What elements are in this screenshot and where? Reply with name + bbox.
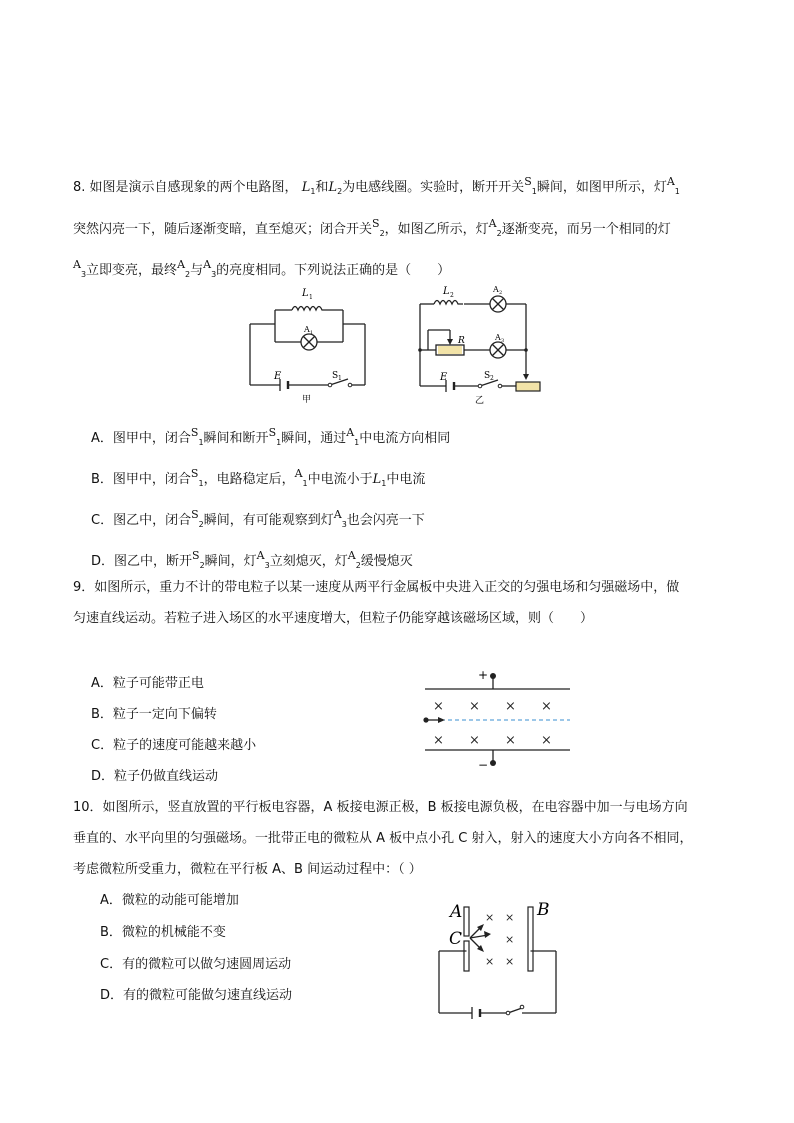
- capacitor-diagram: [430, 895, 565, 1025]
- subscript: 3: [80, 270, 87, 279]
- subscript: 1: [198, 479, 204, 488]
- plus-label: +: [478, 668, 489, 682]
- q9-line-2: 匀速直线运动。若粒子进入场区的水平速度增大，但粒子仍能穿越该磁场区域，则（ ）: [73, 611, 594, 626]
- q9-option-d: D．粒子仍做直线运动: [91, 769, 219, 784]
- option-text: ，电路稳定后，: [203, 472, 295, 487]
- subscript: 2: [496, 229, 502, 238]
- magnetic-field-cross: ×: [469, 699, 480, 714]
- magnetic-field-cross: ×: [505, 911, 515, 924]
- subscript: 1: [302, 479, 308, 488]
- symbol-A1: A: [666, 175, 675, 188]
- magnetic-field-cross: ×: [505, 933, 515, 946]
- caption-yi: 乙: [475, 396, 485, 406]
- q8-text: 的亮度相同。下列说法正确的是（ ）: [216, 263, 451, 278]
- q8-line-1: [73, 172, 680, 202]
- symbol-S1: S: [190, 426, 199, 439]
- label-S2-sub: 2: [490, 375, 494, 382]
- symbol-S1: S: [190, 467, 199, 480]
- option-text: C．图乙中，闭合: [91, 513, 192, 528]
- option-text: 瞬间，通过: [281, 431, 347, 446]
- subscript: 1: [276, 438, 282, 447]
- symbol-S1: S: [268, 426, 277, 439]
- symbol-A1: A: [346, 426, 355, 439]
- symbol-S2: S: [192, 549, 200, 562]
- q8-text: 立即变亮，最终: [86, 263, 178, 278]
- subscript: 2: [337, 187, 343, 196]
- subscript: 1: [310, 187, 316, 196]
- subscript: 3: [264, 561, 270, 570]
- label-A2: A: [493, 285, 499, 294]
- magnetic-field-cross: ×: [433, 699, 444, 714]
- magnetic-field-cross: ×: [485, 911, 495, 924]
- label-A2-sub: 2: [499, 290, 503, 296]
- symbol-A3: A: [256, 549, 265, 562]
- circuit-diagram-yi: [408, 280, 558, 408]
- magnetic-field-cross: ×: [433, 733, 444, 748]
- magnetic-field-cross: ×: [469, 733, 480, 748]
- subscript: 2: [185, 270, 191, 279]
- label-L2-sub: 2: [450, 292, 454, 299]
- label-S1-sub: 1: [338, 375, 342, 382]
- q10-option-b: B．微粒的机械能不变: [100, 925, 226, 940]
- symbol-A2: A: [347, 549, 356, 562]
- subscript: 2: [198, 520, 204, 529]
- option-text: 中电流: [386, 472, 426, 487]
- q10-line-2: 垂直的、水平向里的匀强磁场。一批带正电的微粒从 A 板中点小孔 C 射入，射入的速度大小方向各不相同，: [73, 831, 693, 846]
- symbol-A1: A: [294, 467, 303, 480]
- symbol-L1: L: [372, 472, 382, 487]
- q9-option-a: A．粒子可能带正电: [91, 676, 204, 691]
- magnetic-field-cross: ×: [505, 699, 516, 714]
- symbol-L1: L: [301, 180, 311, 195]
- label-L1-sub: 1: [309, 294, 313, 301]
- option-text: 中电流小于: [307, 472, 373, 487]
- q8-text: 和: [315, 180, 329, 195]
- caption-jia: 甲: [302, 395, 312, 405]
- symbol-S2: S: [372, 217, 380, 230]
- magnetic-field-cross: ×: [541, 699, 552, 714]
- magnetic-field-cross: ×: [505, 733, 516, 748]
- label-plate-a: A: [450, 902, 463, 922]
- subscript: 3: [341, 520, 347, 529]
- q8-text: 瞬间，如图甲所示，灯: [536, 180, 667, 195]
- q8-option-a: [91, 423, 450, 453]
- circuit-diagram-jia: [240, 282, 380, 407]
- option-text: A．图甲中，闭合: [91, 431, 191, 446]
- option-text: B．图甲中，闭合: [91, 472, 191, 487]
- option-text: 立刻熄灭，灯: [269, 554, 348, 569]
- symbol-A3: A: [203, 258, 212, 271]
- crossed-fields-diagram: [415, 666, 580, 776]
- subscript: 2: [379, 229, 385, 238]
- option-text: 中电流方向相同: [359, 431, 451, 446]
- q10-option-d: D．有的微粒可能做匀速直线运动: [100, 988, 293, 1003]
- option-text: 缓慢熄灭: [360, 554, 413, 569]
- label-S2: S: [484, 371, 491, 381]
- label-S1: S: [332, 371, 339, 381]
- q8-text: ，如图乙所示，灯: [384, 222, 489, 237]
- q8-text: 逐渐变亮，而另一个相同的灯: [501, 222, 671, 237]
- q10-line-3: 考虑微粒所受重力，微粒在平行板 A、B 间运动过程中：（ ）: [73, 862, 422, 877]
- subscript: 2: [199, 561, 205, 570]
- label-A1: A: [304, 325, 310, 334]
- symbol-L2: L: [328, 180, 338, 195]
- symbol-A2: A: [177, 258, 186, 271]
- q9-option-c: C．粒子的速度可能越来越小: [91, 738, 257, 753]
- q8-line-3: [73, 255, 450, 285]
- option-text: 瞬间，有可能观察到灯: [203, 513, 334, 528]
- label-A3-sub: 3: [501, 338, 505, 344]
- magnetic-field-cross: ×: [541, 733, 552, 748]
- q8-line-2: [73, 214, 671, 244]
- minus-label: −: [478, 758, 489, 772]
- label-R: R: [458, 336, 465, 346]
- label-E: E: [440, 372, 448, 383]
- magnetic-field-cross: ×: [485, 955, 495, 968]
- subscript: 1: [354, 438, 360, 447]
- label-hole-c: C: [449, 929, 463, 949]
- subscript: 1: [198, 438, 204, 447]
- q9-option-b: B．粒子一定向下偏转: [91, 707, 217, 722]
- q8-text: 突然闪亮一下，随后逐渐变暗，直至熄灭；闭合开关: [73, 222, 373, 237]
- q8-text: 8. 如图是演示自感现象的两个电路图，: [73, 180, 298, 195]
- symbol-S2: S: [191, 508, 199, 521]
- label-E: E: [274, 371, 282, 382]
- label-L2: L: [443, 286, 450, 297]
- subscript: 2: [355, 561, 361, 570]
- option-text: D．图乙中，断开: [91, 554, 193, 569]
- q8-text: 为电感线圈。实验时，断开开关: [342, 180, 525, 195]
- subscript: 3: [211, 270, 217, 279]
- q9-line-1: 9．如图所示，重力不计的带电粒子以某一速度从两平行金属板中央进入正交的匀强电场和匀强磁场中，做: [73, 580, 680, 595]
- option-text: 瞬间和断开: [203, 431, 269, 446]
- magnetic-field-cross: ×: [505, 955, 515, 968]
- q8-option-c: [91, 505, 425, 535]
- option-text: 瞬间，灯: [204, 554, 257, 569]
- symbol-A3: A: [333, 508, 342, 521]
- q8-option-d: [91, 546, 413, 576]
- label-plate-b: B: [537, 900, 550, 920]
- q10-line-1: 10．如图所示，竖直放置的平行板电容器，A 板接电源正极，B 板接电源负极，在电容器中加一与电场方向: [73, 800, 688, 815]
- symbol-A3: A: [73, 258, 81, 271]
- option-text: 也会闪亮一下: [346, 513, 425, 528]
- q10-option-a: A．微粒的动能可能增加: [100, 893, 239, 908]
- q8-text: 与: [190, 263, 204, 278]
- subscript: 1: [381, 479, 387, 488]
- symbol-A2: A: [488, 217, 497, 230]
- subscript: 1: [674, 187, 680, 196]
- subscript: 1: [531, 187, 537, 196]
- q10-option-c: C．有的微粒可以做匀速圆周运动: [100, 957, 292, 972]
- label-A3: A: [495, 333, 501, 342]
- symbol-S1: S: [524, 175, 532, 188]
- label-A1-sub: 1: [310, 330, 314, 336]
- q8-option-b: [91, 464, 425, 494]
- label-L1: L: [302, 288, 309, 299]
